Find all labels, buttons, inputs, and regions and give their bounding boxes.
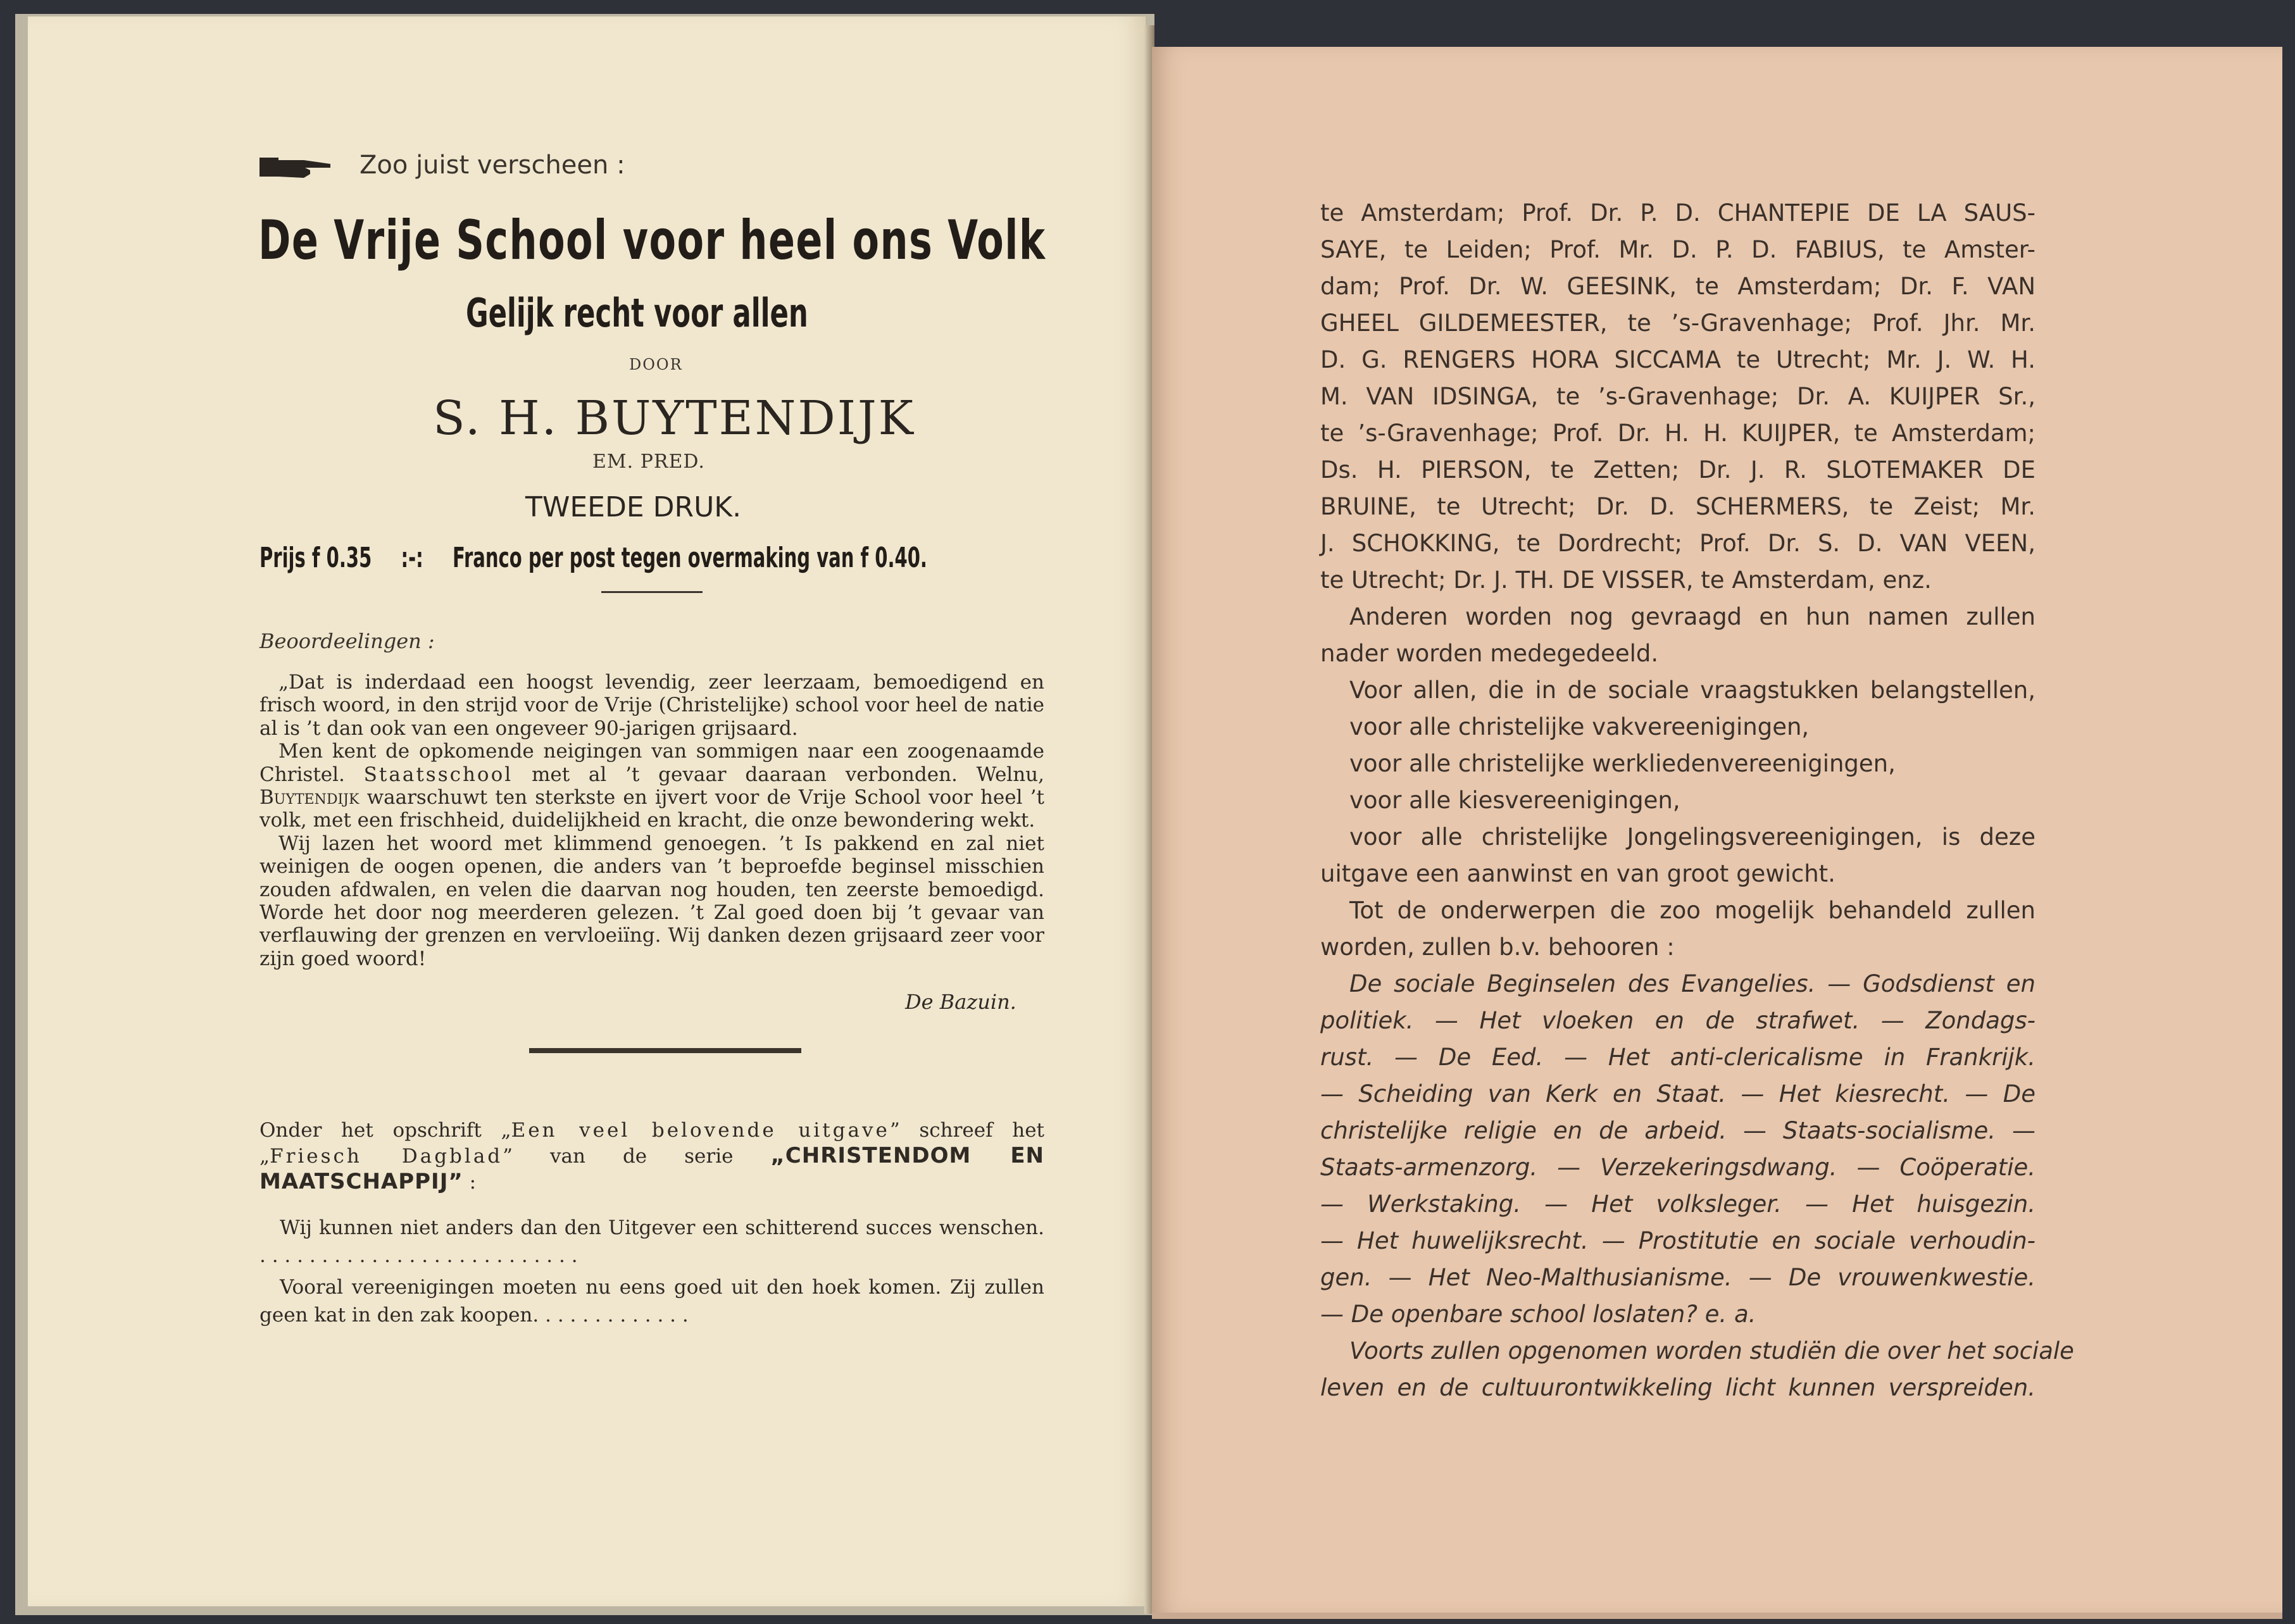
by-label: DOOR xyxy=(629,356,683,373)
text-line: Voor allen, die in de sociale vraagstukken belangstellen, xyxy=(1349,677,2035,704)
text-line: Anderen worden nog gevraagd en hun namen zullen xyxy=(1349,603,2035,630)
right-page-text xyxy=(1320,195,2074,1406)
quote-block xyxy=(260,1214,1044,1333)
review-paragraph: „Dat is inderdaad een hoogst levendig, zeer leerzaam, bemoedigend en frisch woord, in den strijd voor de Vrije (Christelijke) school voor heel de natie al is ’t dan ook van een ongeveer 90-jarigen grijsaard. xyxy=(260,671,1044,740)
text-line: De sociale Beginselen des Evangelies. — Godsdienst en xyxy=(1349,970,2035,997)
author-title: EM. PRED. xyxy=(592,451,705,473)
text-line: GHEEL GILDEMEESTER, te ’s-Gravenhage; Prof. Jhr. Mr. xyxy=(1320,309,2035,337)
text-line: gen. — Het Neo-Malthusianisme. — De vrouwenkwestie. xyxy=(1320,1264,2035,1291)
text-line: te Utrecht; Dr. J. TH. DE VISSER, te Amsterdam, enz. xyxy=(1320,566,1932,594)
text-line: SAYE, te Leiden; Prof. Mr. D. P. D. FABIUS, te Amster- xyxy=(1320,236,2035,263)
reviews-heading: Beoordeelingen : xyxy=(260,629,435,653)
section-divider xyxy=(529,1048,801,1053)
edition: TWEEDE DRUK. xyxy=(525,491,742,523)
onder-paragraph: Onder het opschrift „Een veel belovende uitgave” schreef het „Friesch Dagblad” van de serie „CHRISTENDOM EN MAATSCHAPPIJ” : xyxy=(260,1119,1045,1194)
author-name: S. H. BUYTENDIJK xyxy=(433,391,915,446)
text-line: — De openbare school loslaten? e. a. xyxy=(1320,1301,1756,1328)
series-name: „CHRISTENDOM EN MAATSCHAPPIJ” xyxy=(260,1143,1045,1194)
page-edge xyxy=(1152,1613,2282,1619)
text-line: Voorts zullen opgenomen worden studiën die over het sociale xyxy=(1349,1337,2074,1365)
text-line: — Scheiding van Kerk en Staat. — Het kiesrecht. — De xyxy=(1320,1080,2035,1108)
text-line: Tot de onderwerpen die zoo mogelijk behandeld zullen xyxy=(1349,897,2035,924)
text-line: J. SCHOKKING, te Dordrecht; Prof. Dr. S. D. VAN VEEN, xyxy=(1320,530,2035,557)
text-line: worden, zullen b.v. behooren : xyxy=(1320,934,1675,961)
postal-price: Franco per post tegen overmaking van f 0.40. xyxy=(452,542,927,574)
review-paragraph: Men kent de opkomende neigingen van sommigen naar een zoogenaamde Christel. Staatsschool met al ’t gevaar daaraan verbonden. Welnu, Buytendijk waarschuwt ten sterkste en ijvert voor de Vrije School voor heel ’t volk, met een frischheid, duidelijkheid en kracht, die onze bewondering wekt. xyxy=(260,740,1044,832)
text-line: rust. — De Eed. — Het anti-clericalisme in Frankrijk. xyxy=(1320,1044,2035,1071)
text-line: — Werkstaking. — Het volksleger. — Het huisgezin. xyxy=(1320,1190,2035,1218)
price: Prijs f 0.35 xyxy=(260,542,372,574)
quote-line: Vooral vereenigingen moeten nu eens goed uit den hoek komen. Zij zullen geen kat in den zak koopen. . . . . . . . . . . . . xyxy=(260,1276,1044,1327)
text-line: te ’s-Gravenhage; Prof. Dr. H. H. KUIJPER, te Amsterdam; xyxy=(1320,420,2035,447)
price-line xyxy=(260,542,1074,574)
text-line: christelijke religie en de arbeid. — Staats-socialisme. — xyxy=(1320,1117,2035,1144)
text-line: leven en de cultuurontwikkeling licht kunnen verspreiden. xyxy=(1320,1374,2035,1401)
review-source: De Bazuin. xyxy=(905,990,1016,1014)
text-line: D. G. RENGERS HORA SICCAMA te Utrecht; Mr. J. W. H. xyxy=(1320,346,2035,373)
text-line: te Amsterdam; Prof. Dr. P. D. CHANTEPIE DE LA SAUS- xyxy=(1320,199,2035,227)
price-separator: :-: xyxy=(401,542,423,574)
text-line: M. VAN IDSINGA, te ’s-Gravenhage; Dr. A. KUIJPER Sr., xyxy=(1320,383,2035,410)
announcement xyxy=(260,151,625,180)
book-subtitle: Gelijk recht voor allen xyxy=(466,290,808,336)
text-line: uitgave een aanwinst en van groot gewicht. xyxy=(1320,860,1835,887)
text-line: nader worden medegedeeld. xyxy=(1320,640,1659,667)
review-text xyxy=(260,671,1044,970)
book-title: De Vrije School voor heel ons Volk xyxy=(258,209,1046,272)
text-line: voor alle christelijke werkliedenvereenigingen, xyxy=(1349,750,1896,777)
text-line: politiek. — Het vloeken en de strafwet. — Zondags- xyxy=(1320,1007,2035,1034)
pointing-hand-icon xyxy=(260,153,334,180)
quote-line: Wij kunnen niet anders dan den Uitgever een schitterend succes wenschen. . . . . . . . . . . . . . . . . . . . . . . . . . . xyxy=(260,1216,1044,1267)
announcement-text: Zoo juist verscheen : xyxy=(360,151,625,180)
review-paragraph: Wij lazen het woord met klimmend genoegen. ’t Is pakkend en zal niet weinigen de oogen openen, die anders van ’t beproefde beginsel misschien zouden afdwalen, en velen die daarvan nog houden, ten zeerste bemoedigd. Worde het door nog meerderen gelezen. ’t Zal goed doen bij ’t gevaar van verflauwing der grenzen en vervloeiïng. Wij danken dezen grijsaard zeer voor zijn goed woord! xyxy=(260,832,1044,970)
divider xyxy=(601,591,703,593)
text-line: voor alle kiesvereenigingen, xyxy=(1349,787,1680,814)
text-line: voor alle christelijke Jongelingsvereenigingen, is deze xyxy=(1349,823,2035,851)
text-line: BRUINE, te Utrecht; Dr. D. SCHERMERS, te Zeist; Mr. xyxy=(1320,493,2035,520)
text-line: voor alle christelijke vakvereenigingen, xyxy=(1349,713,1810,740)
text-line: — Het huwelijksrecht. — Prostitutie en sociale verhoudin- xyxy=(1320,1227,2035,1254)
text-line: Ds. H. PIERSON, te Zetten; Dr. J. R. SLOTEMAKER DE xyxy=(1320,456,2035,484)
text-line: Staats-armenzorg. — Verzekeringsdwang. — Coöperatie. xyxy=(1320,1154,2035,1181)
text-line: dam; Prof. Dr. W. GEESINK, te Amsterdam; Dr. F. VAN xyxy=(1320,273,2035,300)
